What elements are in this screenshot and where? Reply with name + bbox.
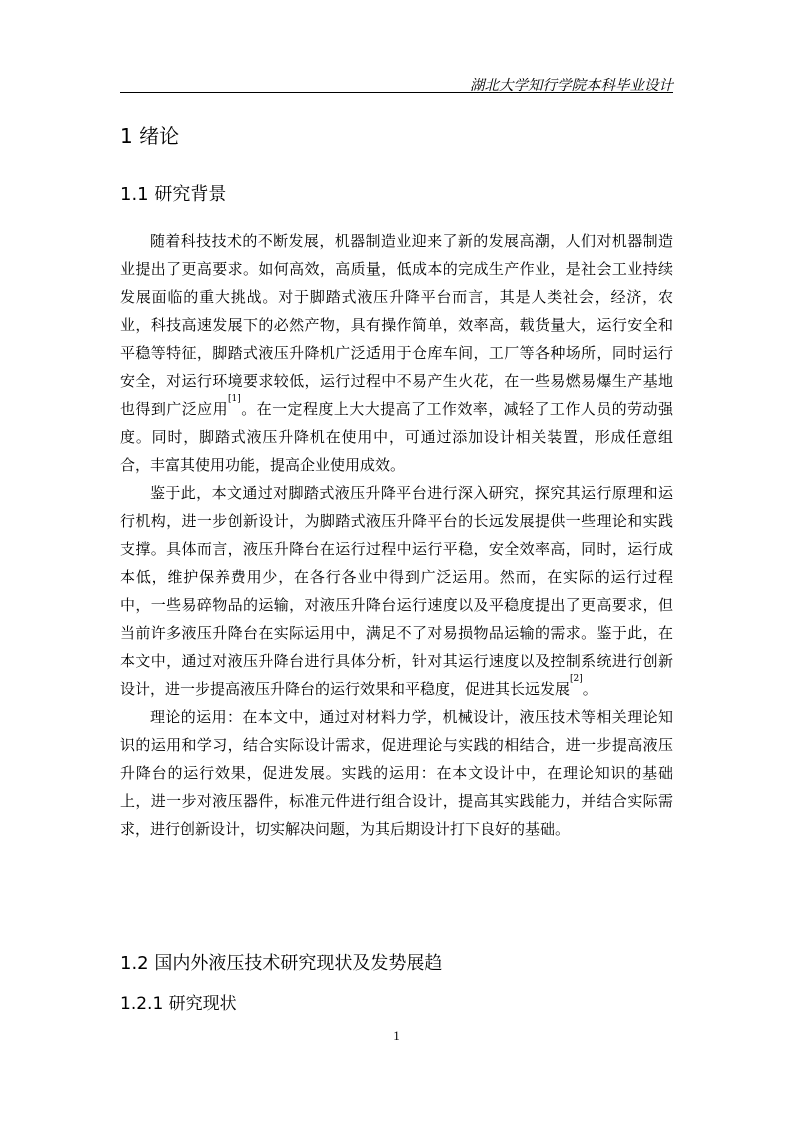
paragraph-3: 理论的运用：在本文中，通过对材料力学，机械设计，液压技术等相关理论知识的运用和学习，结合实际设计需求，促进理论与实践的相结合，进一步提高液压升降台的运行效果，促进发展。实践的运用：在本文设计中，在理论知识的基础上，进一步对液压器件，标准元件进行组合设计，提高其实践能力，并结合实际需求，进行创新设计，切实解决问题，为其后期设计打下良好的基础。 xyxy=(120,708,673,838)
body-text xyxy=(120,227,673,843)
paragraph-2-text-b: 。 xyxy=(582,680,598,698)
paragraph-2 xyxy=(120,479,673,703)
citation-2: [2] xyxy=(570,674,583,684)
running-header: 湖北大学知行学院本科毕业设计 xyxy=(470,78,673,94)
section-heading-1-2: 1.2 国内外液压技术研究现状及发势展趋 xyxy=(120,953,443,974)
paragraph-1 xyxy=(120,227,673,479)
section-heading-1-1: 1.1 研究背景 xyxy=(120,184,227,205)
subsection-heading-1-2-1: 1.2.1 研究现状 xyxy=(120,994,237,1014)
chapter-heading: 1 绪论 xyxy=(120,124,180,148)
header-rule xyxy=(120,92,673,93)
paragraph-2-text-a: 鉴于此，本文通过对脚踏式液压升降平台进行深入研究，探究其运行原理和运行机构，进一步创新设计，为脚踏式液压升降平台的长远发展提供一些理论和实践支撑。具体而言，液压升降台在运行过程中运行平稳，安全效率高，同时，运行成本低，维护保养费用少，在各行各业中得到广泛运用。然而，在实际的运行过程中，一些易碎物品的运输，对液压升降台运行速度以及平稳度提出了更高要求，但当前许多液压升降台在实际运用中，满足不了对易损物品运输的需求。鉴于此，在本文中，通过对液压升降台进行具体分析，针对其运行速度以及控制系统进行创新设计，进一步提高液压升降台的运行效果和平稳度，促进其长远发展 xyxy=(120,484,673,698)
paragraph-1-text-b: 。在一定程度上大大提高了工作效率，减轻了工作人员的劳动强度。同时，脚踏式液压升降机在使用中，可通过添加设计相关装置，形成任意组合，丰富其使用功能，提高企业使用成效。 xyxy=(120,400,673,474)
paragraph-1-text-a: 随着科技技术的不断发展，机器制造业迎来了新的发展高潮，人们对机器制造业提出了更高要求。如何高效，高质量，低成本的完成生产作业，是社会工业持续发展面临的重大挑战。对于脚踏式液压升降平台而言，其是人类社会，经济，农业，科技高速发展下的必然产物，具有操作简单，效率高，载货量大，运行安全和平稳等特征，脚踏式液压升降机广泛适用于仓库车间，工厂等各种场所，同时运行安全，对运行环境要求较低，运行过程中不易产生火花，在一些易燃易爆生产基地也得到广泛应用 xyxy=(120,232,673,418)
citation-1: [1] xyxy=(228,394,241,404)
page-number: 1 xyxy=(393,1028,400,1043)
